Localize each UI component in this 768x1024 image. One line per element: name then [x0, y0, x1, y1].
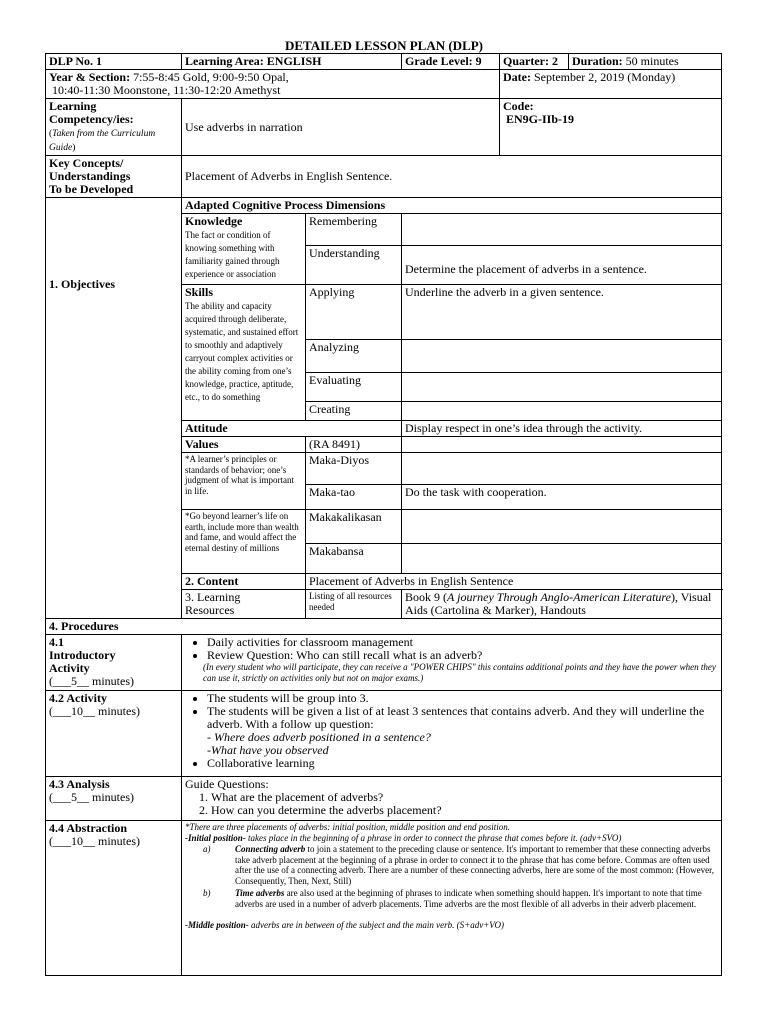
knowledge-cell: Knowledge The fact or condition of knowing something with familiarity gained through experience or association: [182, 214, 306, 285]
makabansa-label: Makabansa: [306, 544, 402, 574]
evaluating-label: Evaluating: [306, 373, 402, 402]
procedures-label: 4. Procedures: [46, 619, 722, 635]
analyzing-label: Analyzing: [306, 340, 402, 373]
values-description-2: *Go beyond learner’s life on earth, include more than wealth and fame, and would affect the eternal destiny of millions: [182, 510, 306, 574]
makabansa-objective: [402, 544, 722, 574]
abstraction-label: 4.4 Abstraction (___10__ minutes): [46, 821, 182, 976]
attitude-label: Attitude: [182, 421, 402, 437]
maka-tao-objective: Do the task with cooperation.: [402, 485, 722, 510]
key-concepts-label: Key Concepts/ Understandings To be Developed: [46, 156, 182, 198]
list-marker-b: b): [203, 888, 211, 898]
guide-question: 2. How can you determine the adverbs placement?: [211, 804, 718, 817]
creating-objective: [402, 402, 722, 421]
activity-bullet: • The students will be group into 3.: [207, 692, 718, 705]
creating-label: Creating: [306, 402, 402, 421]
maka-diyos-label: Maka-Diyos: [306, 453, 402, 485]
activity-bullet: • Collaborative learning: [207, 757, 718, 770]
content-label: 2. Content: [182, 574, 306, 590]
competency-text: Use adverbs in narration: [182, 99, 500, 156]
intro-bullet: • Daily activities for classroom management: [207, 636, 718, 649]
values-ra-objective: [402, 437, 722, 453]
values-ra: (RA 8491): [306, 437, 402, 453]
maka-tao-label: Maka-tao: [306, 485, 402, 510]
understanding-label: Understanding: [306, 246, 402, 285]
time-adverbs: Time adverbs are also used at the beginning of phrases to indicate when something should happen. It's important to note that time adverbs are used in a number of adverb placements. Time adverbs are the most flexible of all adverbs in their adverb placement.: [235, 888, 702, 909]
understanding-objective: Determine the placement of adverbs in a sentence.: [402, 246, 722, 285]
analysis-label: 4.3 Analysis (___5__ minutes): [46, 777, 182, 821]
values-description-1: *A learner’s principles or standards of behavior; one’s judgment of what is important in life.: [182, 453, 306, 510]
remembering-label: Remembering: [306, 214, 402, 246]
middle-position: -Middle position- adverbs are in between of the subject and the main verb. (S+adv+VO): [185, 920, 504, 930]
duration: Duration: 50 minutes: [569, 54, 722, 70]
cognitive-dimensions-heading: Adapted Cognitive Process Dimensions: [182, 198, 722, 214]
applying-label: Applying: [306, 285, 402, 340]
maka-diyos-objective: [402, 453, 722, 485]
applying-objective: Underline the adverb in a given sentence.: [402, 285, 722, 340]
remembering-objective: [402, 214, 722, 246]
resources-label: 3. Learning Resources: [182, 590, 306, 619]
makakalikasan-objective: [402, 510, 722, 544]
initial-position: -Initial position- takes place in the beginning of a phrase in order to connect the phrase that comes before it. (adv+SVO): [185, 832, 622, 843]
analyzing-objective: [402, 340, 722, 373]
intro-activity-content: [182, 635, 722, 691]
attitude-objective: Display respect in one’s idea through the activity.: [402, 421, 722, 437]
analysis-content: [182, 777, 722, 821]
objectives-label: 1. Objectives: [46, 198, 182, 619]
grade-level: Grade Level: 9: [402, 54, 500, 70]
values-label: Values: [182, 437, 306, 453]
skills-cell: Skills The ability and capacity acquired through deliberate, systematic, and sustained effort to smoothly and adaptively carryout complex activities or the ability coming from one’s knowledge, practice, aptitude, etc., to do something: [182, 285, 306, 421]
resources-description: Listing of all resources needed: [306, 590, 402, 619]
key-concepts-text: Placement of Adverbs in English Sentence.: [182, 156, 722, 198]
makakalikasan-label: Makakalikasan: [306, 510, 402, 544]
page-title: DETAILED LESSON PLAN (DLP): [284, 38, 484, 53]
quarter: Quarter: 2: [500, 54, 569, 70]
dlp-number: DLP No. 1: [46, 54, 182, 70]
activity-content: [182, 691, 722, 777]
guide-question: 1. What are the placement of adverbs?: [211, 791, 718, 804]
content-text: Placement of Adverbs in English Sentence: [306, 574, 722, 590]
abstraction-intro: *There are three placements of adverbs: initial position, middle position and end position.: [185, 822, 510, 832]
intro-note: (In every student who will participate, they can receive a "POWER CHIPS" this contains additional points and they have the power when they can use it, strictly on activities only but not on major exams.): [203, 662, 716, 683]
abstraction-content: [182, 821, 722, 976]
activity-label: 4.2 Activity (___10__ minutes): [46, 691, 182, 777]
guide-questions-heading: Guide Questions:: [185, 777, 269, 791]
intro-bullet: • Review Question: Who can still recall what is an adverb?: [207, 649, 718, 662]
competency-label: Learning Competency/ies: (Taken from the Curriculum Guide): [46, 99, 182, 156]
activity-bullet: • The students will be given a list of at least 3 sentences that contains adverb. And they will underline the adverb. With a follow up question: - Where does adverb positioned in a sentence? -What have you observed: [207, 705, 718, 757]
competency-code: Code: EN9G-IIb-19: [500, 99, 722, 156]
list-marker-a: a): [203, 844, 211, 854]
resources-text: Book 9 (A journey Through Anglo-American Literature), Visual Aids (Cartolina & Marker), Handouts: [402, 590, 722, 619]
learning-area: Learning Area: ENGLISH: [182, 54, 402, 70]
connecting-adverb: Connecting adverb to join a statement to the preceding clause or sentence. It's important to remember that these connecting adverbs take adverb placement at the beginning of a phrase in order to connect it to the phrase that has come before. Commas are often used after the use of a connecting adverb. There are a number of these connecting adverbs, here are some of the most common: (However, Consequently, Then, Next, Still): [235, 844, 715, 886]
lesson-plan-table: [45, 53, 722, 976]
year-section: Year & Section: 7:55-8:45 Gold, 9:00-9:50 Opal, 10:40-11:30 Moonstone, 11:30-12:20 Amethyst: [46, 70, 500, 99]
date: Date: September 2, 2019 (Monday): [500, 70, 722, 99]
intro-activity-label: 4.1 Introductory Activity (___5__ minutes): [46, 635, 182, 691]
evaluating-objective: [402, 373, 722, 402]
